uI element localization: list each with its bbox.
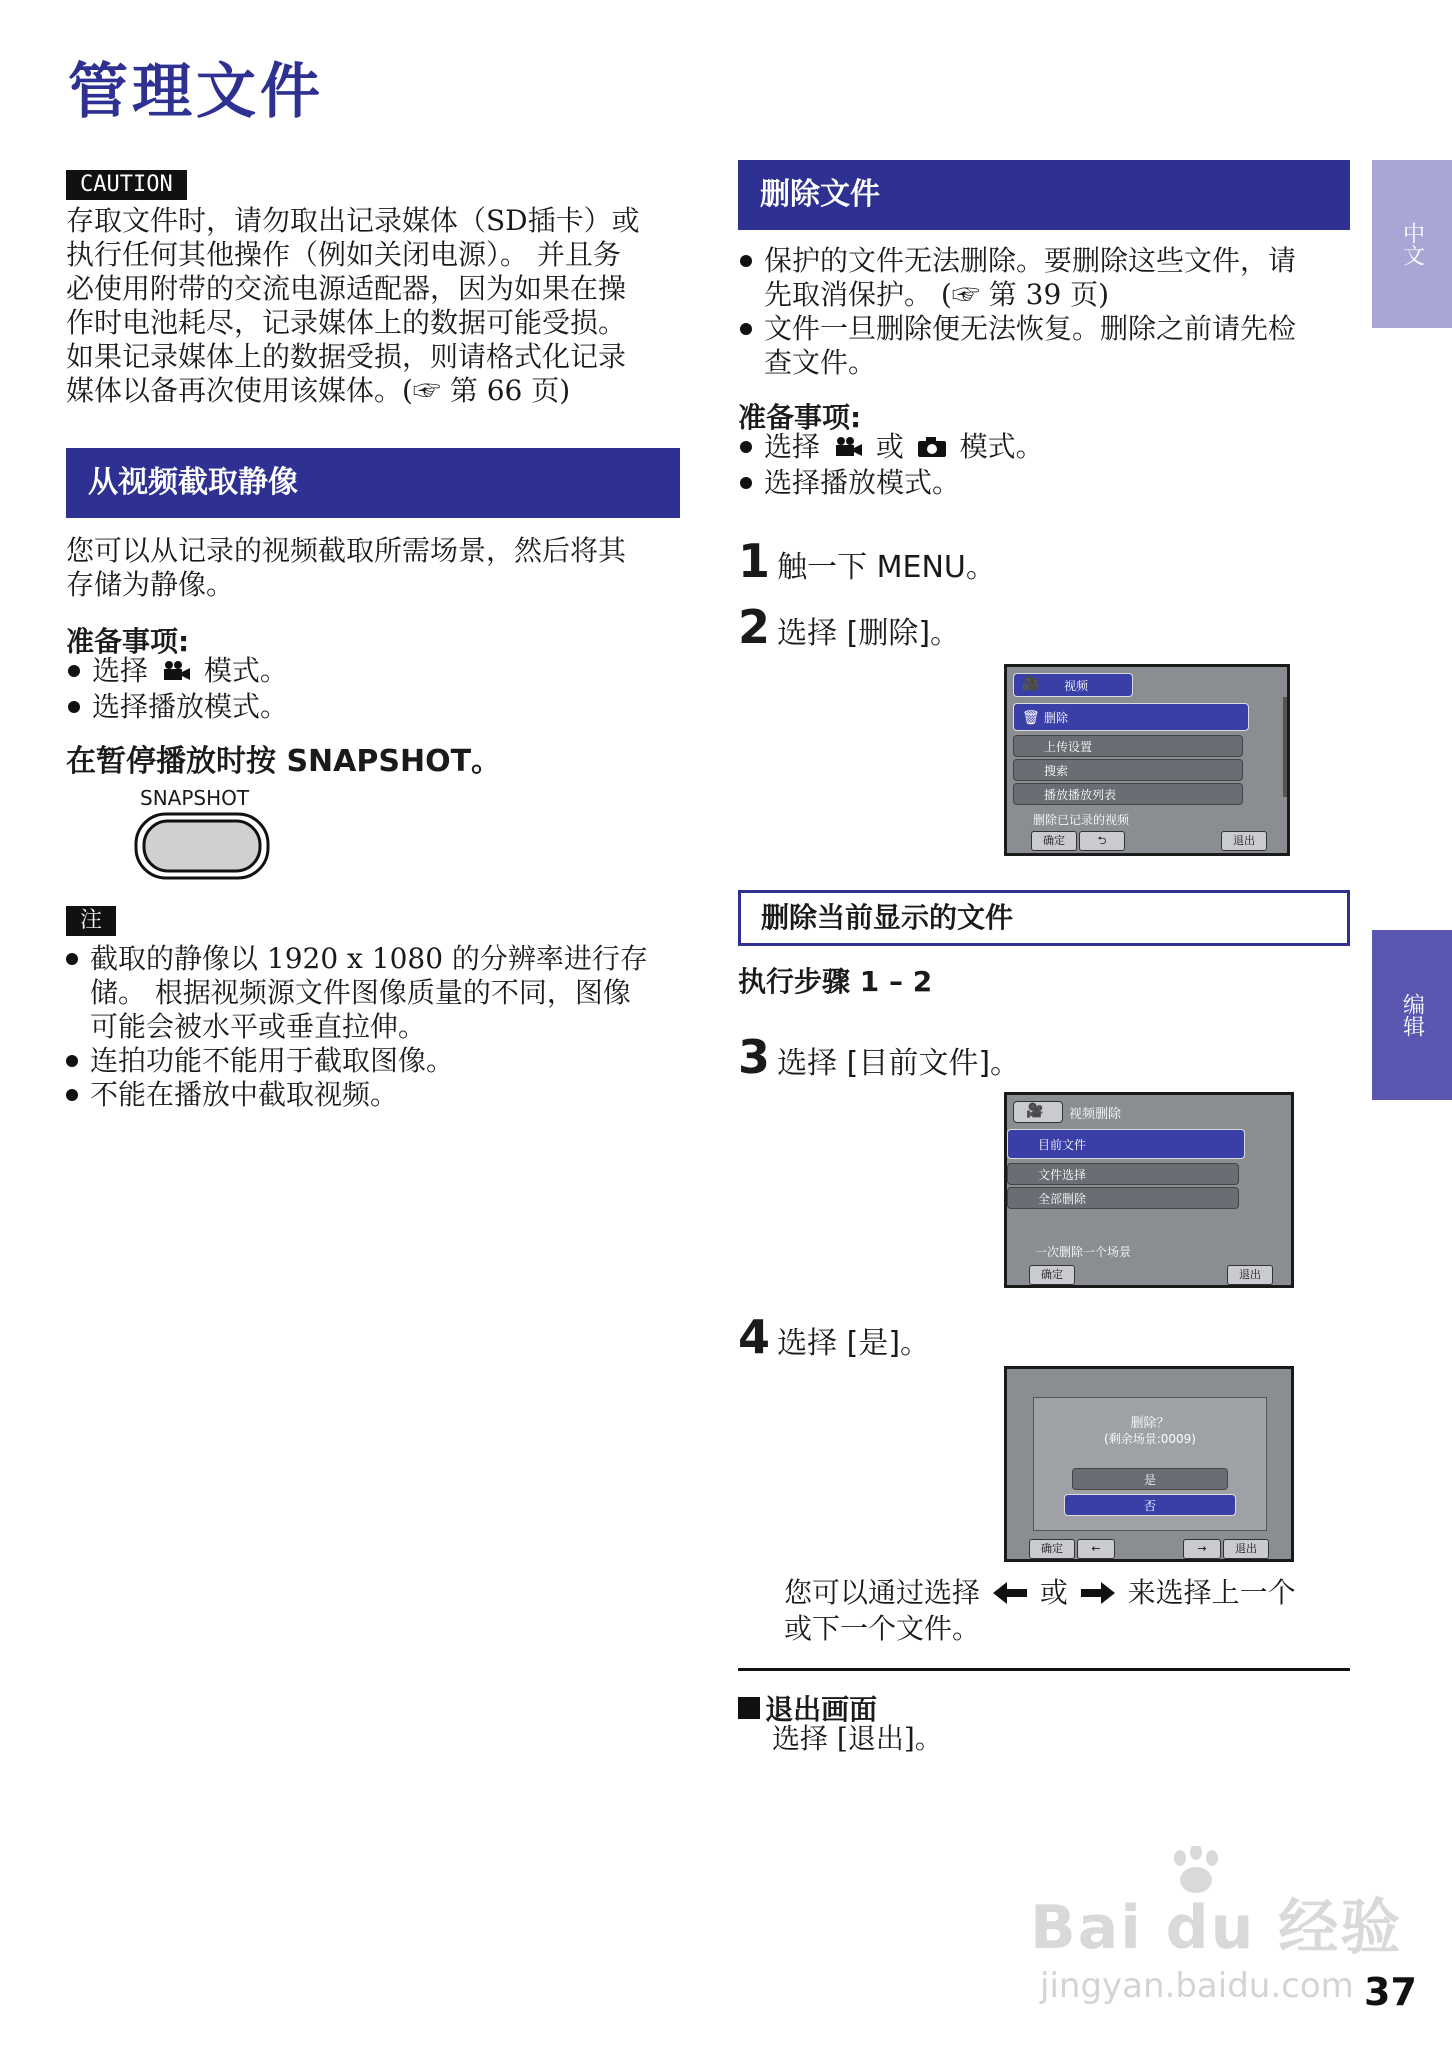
ok-button[interactable]: 确定 (1029, 1539, 1075, 1559)
menu-screen (1004, 664, 1290, 856)
tab-edit[interactable]: 编辑 (1372, 930, 1452, 1100)
caution-line: 媒体以备再次使用该媒体。(☞ 第 66 页) (66, 374, 571, 407)
list-item: 连拍功能不能用于截取图像。 (64, 1044, 684, 1078)
caution-line: 执行任何其他操作（例如关闭电源）。 并且务 (66, 238, 621, 271)
nav-instructions (784, 1576, 1344, 1646)
screen-footer-text: 一次删除一个场景 (1035, 1245, 1132, 1259)
menu-item-delete-all[interactable]: 全部删除 (1007, 1187, 1239, 1209)
list-item: 选择播放模式。 (738, 466, 1338, 500)
caution-line: 如果记录媒体上的数据受损，则请格式化记录 (66, 340, 627, 373)
video-camera-icon (833, 432, 863, 466)
exit-button[interactable]: 退出 (1223, 1539, 1269, 1559)
video-camera-icon: 🎥 (1026, 1103, 1044, 1119)
page-title: 管理文件 (68, 57, 324, 127)
subsection-title: 删除当前显示的文件 (738, 890, 1350, 946)
caution-line: 必使用附带的交流电源适配器，因为如果在操 (66, 272, 627, 305)
exec-steps: 执行步骤 1 – 2 (738, 965, 933, 998)
video-camera-icon: 🎥 (1022, 676, 1040, 692)
caution-label: CAUTION (66, 170, 187, 200)
delete-notes (738, 244, 1348, 380)
confirm-dialog (1033, 1397, 1267, 1531)
menu-item-delete[interactable]: 🗑 删除 (1013, 703, 1249, 731)
screen-header: 🎥 视频 (1013, 673, 1133, 697)
step-4: 4 选择 [是]。 (738, 1310, 931, 1364)
prep-list-right (738, 430, 1338, 500)
intro-line: 您可以从记录的视频截取所需场景，然后将其 (66, 534, 627, 567)
menu-item-playlist[interactable]: 播放播放列表 (1013, 783, 1243, 805)
list-item: 保护的文件无法删除。要删除这些文件，请 先取消保护。 (☞ 第 39 页) (738, 244, 1348, 312)
menu-item-current-file[interactable]: 目前文件 (1007, 1129, 1245, 1159)
list-item: 不能在播放中截取视频。 (64, 1078, 684, 1112)
watermark-url: jingyan.baidu.com (1040, 1966, 1354, 2006)
intro-line: 存储为静像。 (66, 568, 235, 601)
snapshot-button-label: SNAPSHOT (140, 786, 250, 810)
snapshot-intro (66, 534, 686, 602)
confirm-screen (1004, 1366, 1294, 1562)
nav-line: 或下一个文件。 (784, 1611, 981, 1645)
camera-icon (917, 432, 947, 466)
tab-language[interactable]: 中文 (1372, 160, 1452, 328)
list-item: 文件一旦删除便无法恢复。删除之前请先检 查文件。 (738, 312, 1348, 380)
screen-footer-text: 删除已记录的视频 (1033, 813, 1130, 827)
screen-header-tab (1013, 1101, 1063, 1123)
right-arrow-icon (1081, 1578, 1115, 1612)
delete-screen (1004, 1092, 1294, 1288)
section-title-snapshot: 从视频截取静像 (66, 448, 680, 518)
scrollbar[interactable] (1283, 697, 1287, 797)
remaining-count: (剩余场景:0009) (1104, 1432, 1196, 1446)
menu-item-select-file[interactable]: 文件选择 (1007, 1163, 1239, 1185)
no-button[interactable]: 否 (1064, 1494, 1236, 1516)
watermark-logo: Bai du 经验 (1030, 1893, 1403, 1963)
ok-button[interactable]: 确定 (1029, 1265, 1075, 1285)
list-item: 选择 或 模式。 (738, 430, 1338, 466)
left-arrow-button[interactable]: ← (1077, 1539, 1115, 1559)
prep-list-left (66, 654, 666, 724)
exit-button[interactable]: 退出 (1227, 1265, 1273, 1285)
exit-button[interactable]: 退出 (1221, 831, 1267, 851)
right-arrow-button[interactable]: → (1183, 1539, 1221, 1559)
snapshot-instruction: 在暂停播放时按 SNAPSHOT。 (66, 744, 502, 779)
prep-heading-right: 准备事项: (738, 401, 862, 434)
back-button[interactable]: ⮌ (1079, 831, 1125, 851)
menu-item-upload-settings[interactable]: 上传设置 (1013, 735, 1243, 757)
step-2: 2 选择 [删除]。 (738, 600, 961, 654)
section-title-delete: 删除文件 (738, 160, 1350, 230)
page-number: 37 (1364, 1970, 1417, 2014)
video-camera-icon (161, 656, 191, 690)
yes-button[interactable]: 是 (1072, 1468, 1228, 1490)
screen-header: 视频删除 (1069, 1107, 1122, 1122)
caution-line: 作时电池耗尽，记录媒体上的数据可能受损。 (66, 306, 627, 339)
exit-text: 选择 [退出]。 (772, 1722, 943, 1755)
prep-heading-left: 准备事项: (66, 625, 190, 658)
step-3: 3 选择 [目前文件]。 (738, 1030, 1021, 1084)
exit-heading: 退出画面 (738, 1688, 877, 1728)
list-item: 截取的静像以 1920 x 1080 的分辨率进行存 储。 根据视频源文件图像质量的不同，图像 可能会被水平或垂直拉伸。 (64, 942, 684, 1044)
confirm-question: 删除？ (1130, 1416, 1170, 1431)
note-label: 注 (66, 906, 116, 936)
snapshot-button[interactable] (134, 812, 270, 884)
list-item: 选择播放模式。 (66, 690, 666, 724)
ok-button[interactable]: 确定 (1031, 831, 1077, 851)
square-bullet-icon (738, 1697, 760, 1719)
caution-line: 存取文件时，请勿取出记录媒体（SD插卡）或 (66, 204, 640, 237)
divider (738, 1668, 1350, 1671)
menu-item-search[interactable]: 搜索 (1013, 759, 1243, 781)
nav-line: 您可以通过选择 或 来选择上一个 (784, 1576, 1344, 1612)
left-arrow-icon (993, 1578, 1027, 1612)
step-1: 1 触一下 MENU。 (738, 534, 996, 588)
trash-icon: 🗑 (1022, 710, 1040, 726)
note-list (64, 942, 684, 1112)
paw-icon (1166, 1846, 1226, 1900)
list-item: 选择 模式。 (66, 654, 666, 690)
caution-text (66, 204, 686, 408)
